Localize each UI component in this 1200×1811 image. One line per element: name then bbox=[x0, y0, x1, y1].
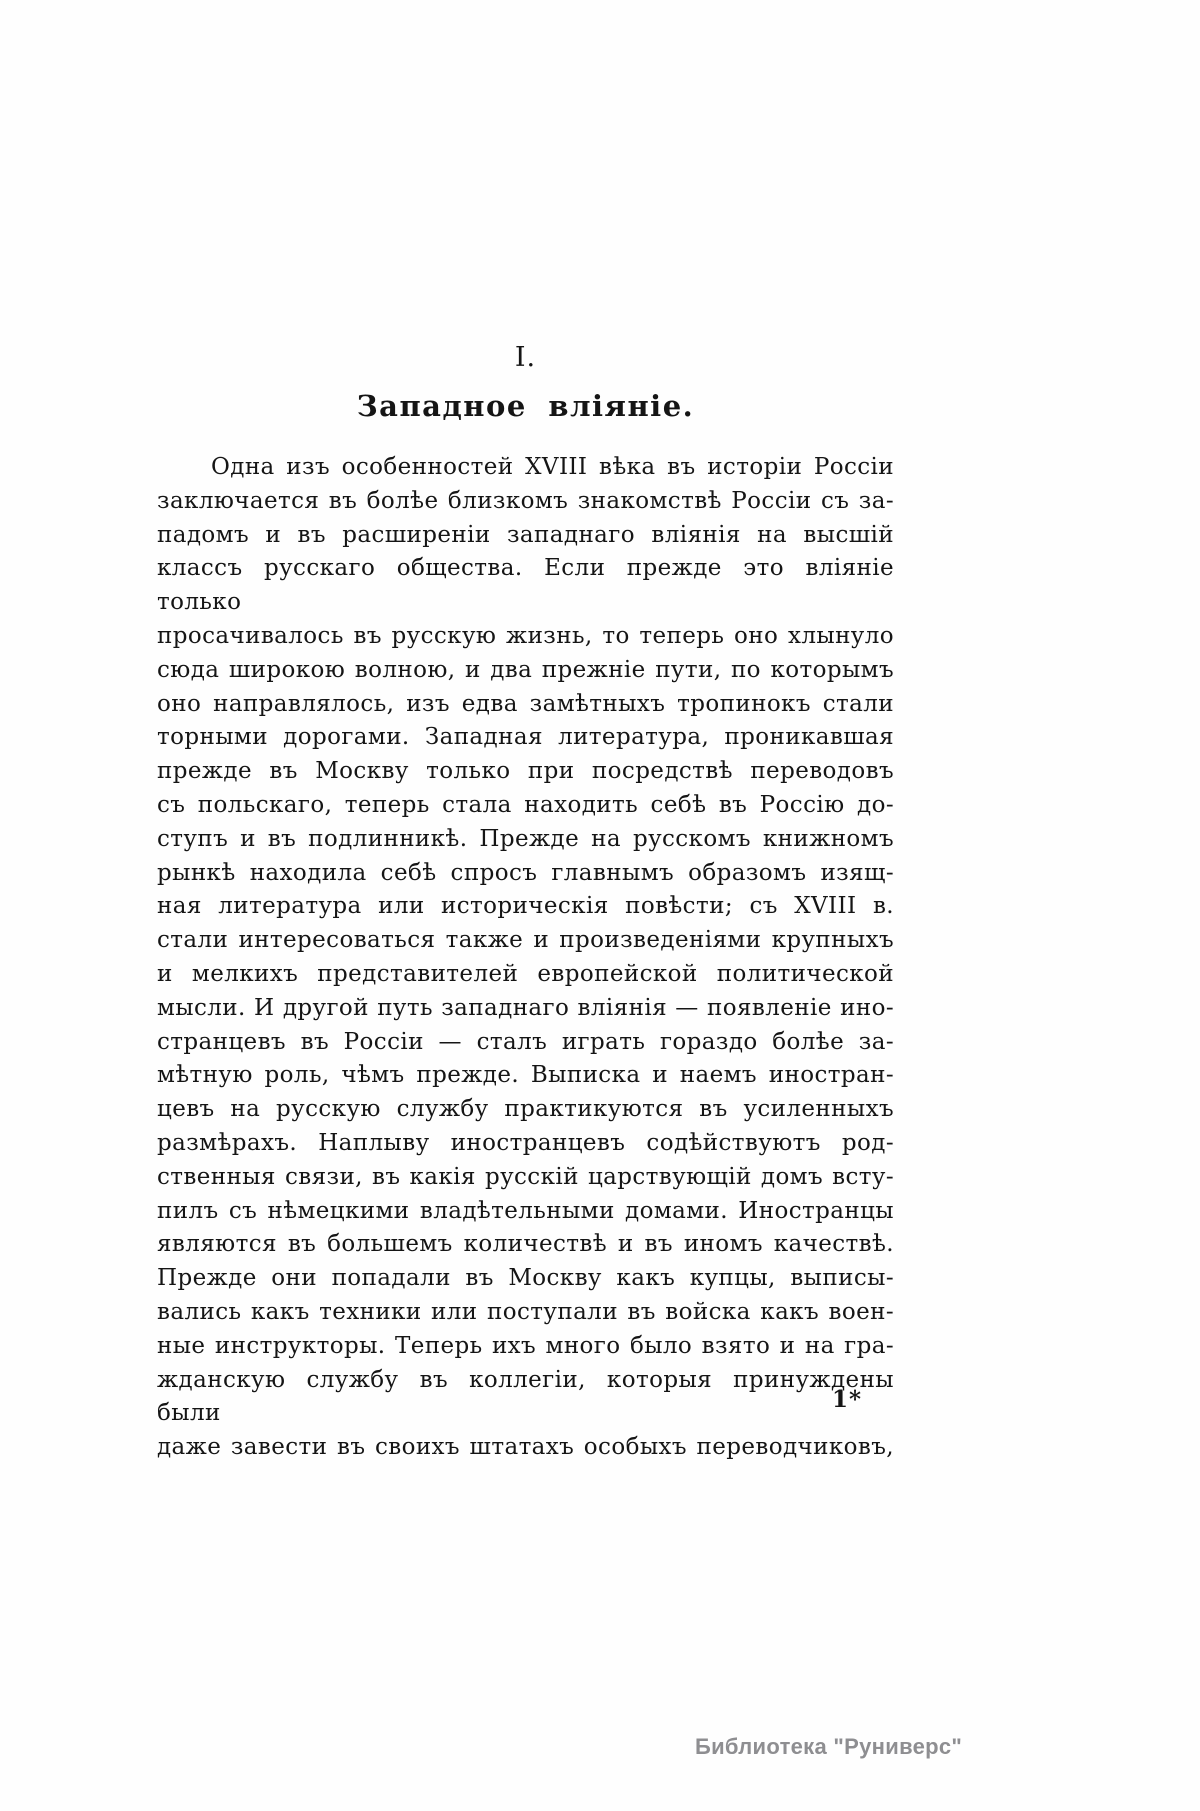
text-line: ные инструкторы. Теперь ихъ много было взято и на гра- bbox=[157, 1332, 894, 1359]
chapter-number: I. bbox=[514, 342, 537, 373]
text-line: падомъ и въ расширеніи западнаго вліянія на высшій bbox=[157, 521, 894, 548]
text-line: сюда широкою волною, и два прежніе пути, по которымъ bbox=[157, 656, 894, 683]
text-line: съ польскаго, теперь стала находить себѣ въ Россію до- bbox=[157, 791, 894, 818]
text-line: Прежде они попадали въ Москву какъ купцы, выписы- bbox=[157, 1265, 894, 1292]
text-line: даже завести въ своихъ штатахъ особыхъ переводчиковъ, bbox=[157, 1434, 894, 1461]
signature-mark: 1* bbox=[831, 1386, 862, 1413]
text-line: Одна изъ особенностей XVIII вѣка въ исторіи Россіи bbox=[211, 454, 894, 480]
text-line: цевъ на русскую службу практикуются въ усиленныхъ bbox=[157, 1096, 894, 1123]
text-line: являются въ большемъ количествѣ и въ иномъ качествѣ. bbox=[157, 1231, 894, 1258]
text-line: рынкѣ находила себѣ спросъ главнымъ образомъ изящ- bbox=[157, 859, 894, 886]
text-line: ственныя связи, въ какія русскій царствующій домъ всту- bbox=[157, 1163, 894, 1190]
library-watermark: Библиотека "Руниверс" bbox=[695, 1734, 963, 1759]
page-content bbox=[157, 342, 894, 1465]
body-text bbox=[157, 451, 894, 1465]
text-line: заключается въ болѣе близкомъ знакомствѣ Россіи съ за- bbox=[157, 487, 894, 514]
text-line: мысли. И другой путь западнаго вліянія — появленіе ино- bbox=[157, 994, 894, 1021]
text-line: ная литература или историческія повѣсти; съ XVIII в. bbox=[157, 893, 894, 920]
text-line: классъ русскаго общества. Если прежде это вліяніе только bbox=[157, 555, 894, 616]
text-line: жданскую службу въ коллегіи, которыя принуждены были bbox=[157, 1366, 894, 1427]
chapter-heading: Западное вліяніе. bbox=[356, 389, 695, 423]
text-line: странцевъ въ Россіи — сталъ играть гораздо болѣе за- bbox=[157, 1028, 894, 1055]
text-line: стали интересоваться также и произведеніями крупныхъ bbox=[157, 927, 894, 954]
text-line: торными дорогами. Западная литература, проникавшая bbox=[157, 724, 894, 751]
text-line: вались какъ техники или поступали въ войска какъ воен- bbox=[157, 1298, 894, 1325]
text-line: размѣрахъ. Наплыву иностранцевъ содѣйствуютъ род- bbox=[157, 1129, 894, 1156]
text-line: ступъ и въ подлинникѣ. Прежде на русскомъ книжномъ bbox=[157, 825, 894, 852]
text-line: пилъ съ нѣмецкими владѣтельными домами. Иностранцы bbox=[157, 1197, 894, 1224]
text-line: и мелкихъ представителей европейской политической bbox=[157, 960, 894, 987]
text-line: прежде въ Москву только при посредствѣ переводовъ bbox=[157, 758, 894, 785]
text-line: просачивалось въ русскую жизнь, то теперь оно хлынуло bbox=[157, 622, 894, 649]
text-line: мѣтную роль, чѣмъ прежде. Выписка и наемъ иностран- bbox=[157, 1062, 894, 1089]
text-line: оно направлялось, изъ едва замѣтныхъ тропинокъ стали bbox=[157, 690, 894, 717]
